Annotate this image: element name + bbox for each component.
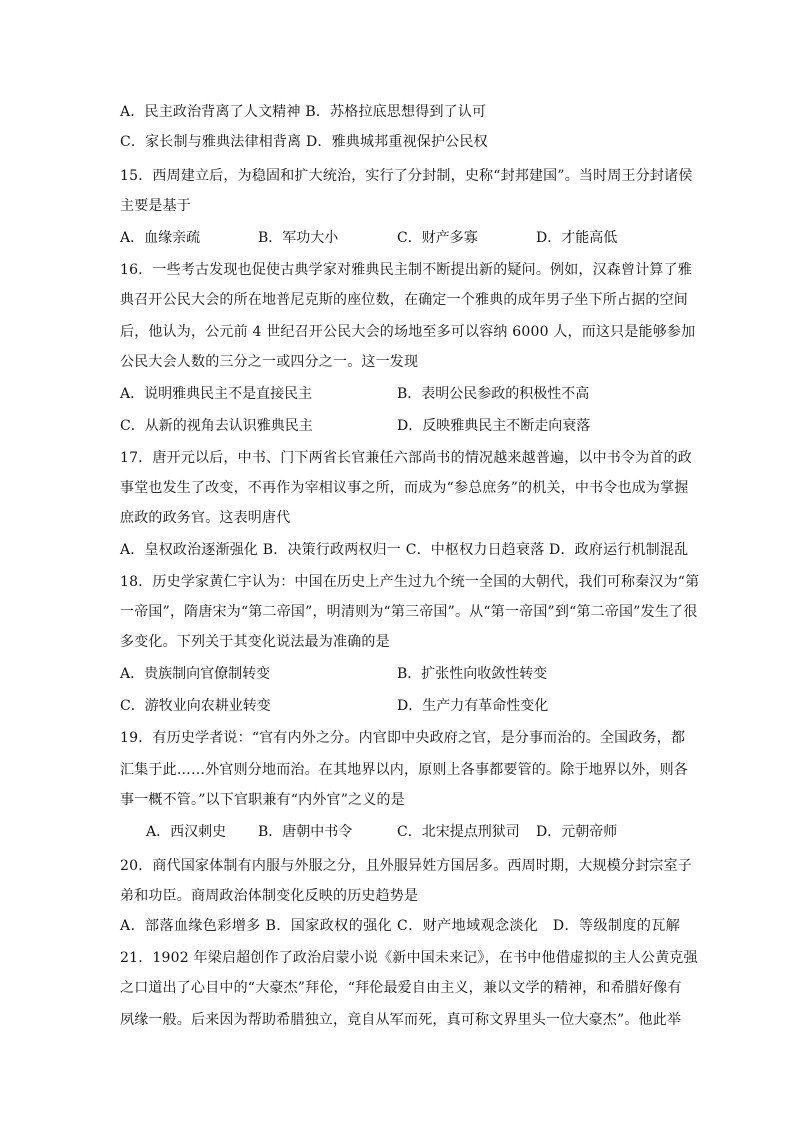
q18-stem-line-2: 一帝国”，隋唐宋为“第二帝国”，明清则为“第三帝国”。从“第一帝国”到“第二帝国”发生了很 — [120, 604, 698, 620]
q18-option-b: B．扩张性向收敛性转变 — [397, 666, 548, 682]
q20-stem-line-2: 弟和功臣。商周政治体制变化反映的历史趋势是 — [120, 888, 419, 904]
q19-option-c: C．北宋提点刑狱司 — [397, 824, 520, 840]
q17-stem-line-3: 庶政的政务官。这表明唐代 — [120, 510, 291, 526]
q15-stem-line-1: 15．西周建立后，为稳固和扩大统治，实行了分封制，史称“封邦建国”。当时周王分封诸侯 — [120, 168, 693, 184]
q21-stem-line-2: 之口道出了心目中的“大豪杰”拜伦，“拜伦最爱自由主义，兼以文学的精神，和希腊好像有 — [120, 980, 682, 996]
q19-option-a: A．西汉刺史 — [146, 824, 227, 840]
q17-stem-line-1: 17．唐开元以后，中书、门下两省长官兼任六部尚书的情况越来越普遍，以中书令为首的政 — [120, 450, 693, 466]
q17-stem-line-2: 事堂也发生了改变，不再作为宰相议事之所，而成为“参总庶务”的机关，中书令也成为掌握 — [120, 480, 689, 496]
q15-stem-line-2: 主要是基于 — [120, 198, 191, 214]
q19-stem-line-1: 19．有历史学者说：“官有内外之分。内官即中央政府之官，是分事而治的。全国政务，都 — [120, 730, 686, 746]
q18-stem-line-1: 18．历史学家黄仁宇认为：中国在历史上产生过九个统一全国的大朝代，我们可称秦汉为“第 — [120, 574, 700, 590]
q16-stem-line-1: 16．一些考古发现也促使古典学家对雅典民主制不断提出新的疑问。例如，汉森曾计算了雅 — [120, 262, 693, 278]
q15-option-c: C．财产多寡 — [397, 230, 478, 246]
q15-option-b: B．军功大小 — [258, 230, 339, 246]
q18-stem-line-3: 多变化。下列关于其变化说法最为准确的是 — [120, 634, 390, 650]
q20-options-line: A．部落血缘色彩增多 B．国家政权的强化 C．财产地域观念淡化 D．等级制度的瓦解 — [120, 918, 680, 934]
q21-stem-line-3: 夙缘一般。后来因为帮助希腊独立，竟自从军而死，真可称文界里头一位大豪杰”。他此举 — [120, 1012, 682, 1028]
q18-option-a: A．贵族制向官僚制转变 — [120, 666, 271, 682]
q20-stem-line-1: 20．商代国家体制有内服与外服之分，且外服异姓方国居多。西周时期，大规模分封宗室子 — [120, 858, 693, 874]
q16-option-a: A．说明雅典民主不是直接民主 — [120, 386, 313, 402]
q19-option-d: D．元朝帝师 — [536, 824, 618, 840]
q16-option-b: B．表明公民参政的积极性不高 — [397, 386, 590, 402]
q15-option-d: D．才能高低 — [536, 230, 618, 246]
q14-options-line-1: A．民主政治背离了人文精神 B．苏格拉底思想得到了认可 — [120, 104, 487, 120]
q18-option-d: D．生产力有革命性变化 — [397, 698, 549, 714]
q18-option-c: C．游牧业向农耕业转变 — [120, 698, 271, 714]
q16-stem-line-4: 公民大会人数的三分之一或四分之一。这一发现 — [120, 354, 419, 370]
q16-option-d: D．反映雅典民主不断走向衰落 — [397, 418, 591, 434]
q15-option-a: A．血缘亲疏 — [120, 230, 201, 246]
q16-stem-line-3: 后，他认为，公元前 4 世纪召开公民大会的场地至多可以容纳 6000 人，而这只是能够参加 — [120, 324, 696, 340]
q14-options-line-2: C．家长制与雅典法律相背离 D．雅典城邦重视保护公民权 — [120, 134, 488, 150]
q16-option-c: C．从新的视角去认识雅典民主 — [120, 418, 313, 434]
q16-stem-line-2: 典召开公民大会的所在地普尼克斯的座位数，在确定一个雅典的成年男子坐下所占据的空间 — [120, 292, 688, 308]
q19-stem-line-3: 事一概不管。”以下官职兼有“内外官”之义的是 — [120, 792, 405, 808]
q21-stem-line-1: 21．1902 年梁启超创作了政治启蒙小说《新中国未来记》，在书中他借虚拟的主人公黄克强 — [120, 950, 698, 966]
q19-stem-line-2: 汇集于此……外官则分地而治。在其地界以内，原则上各事都要管的。除于地界以外，则各 — [120, 762, 688, 778]
q17-options-line: A．皇权政治逐渐强化 B．决策行政两权归一 C．中枢权力日趋衰落 D．政府运行机制混乱 — [120, 542, 689, 558]
q19-option-b: B．唐朝中书令 — [258, 824, 353, 840]
